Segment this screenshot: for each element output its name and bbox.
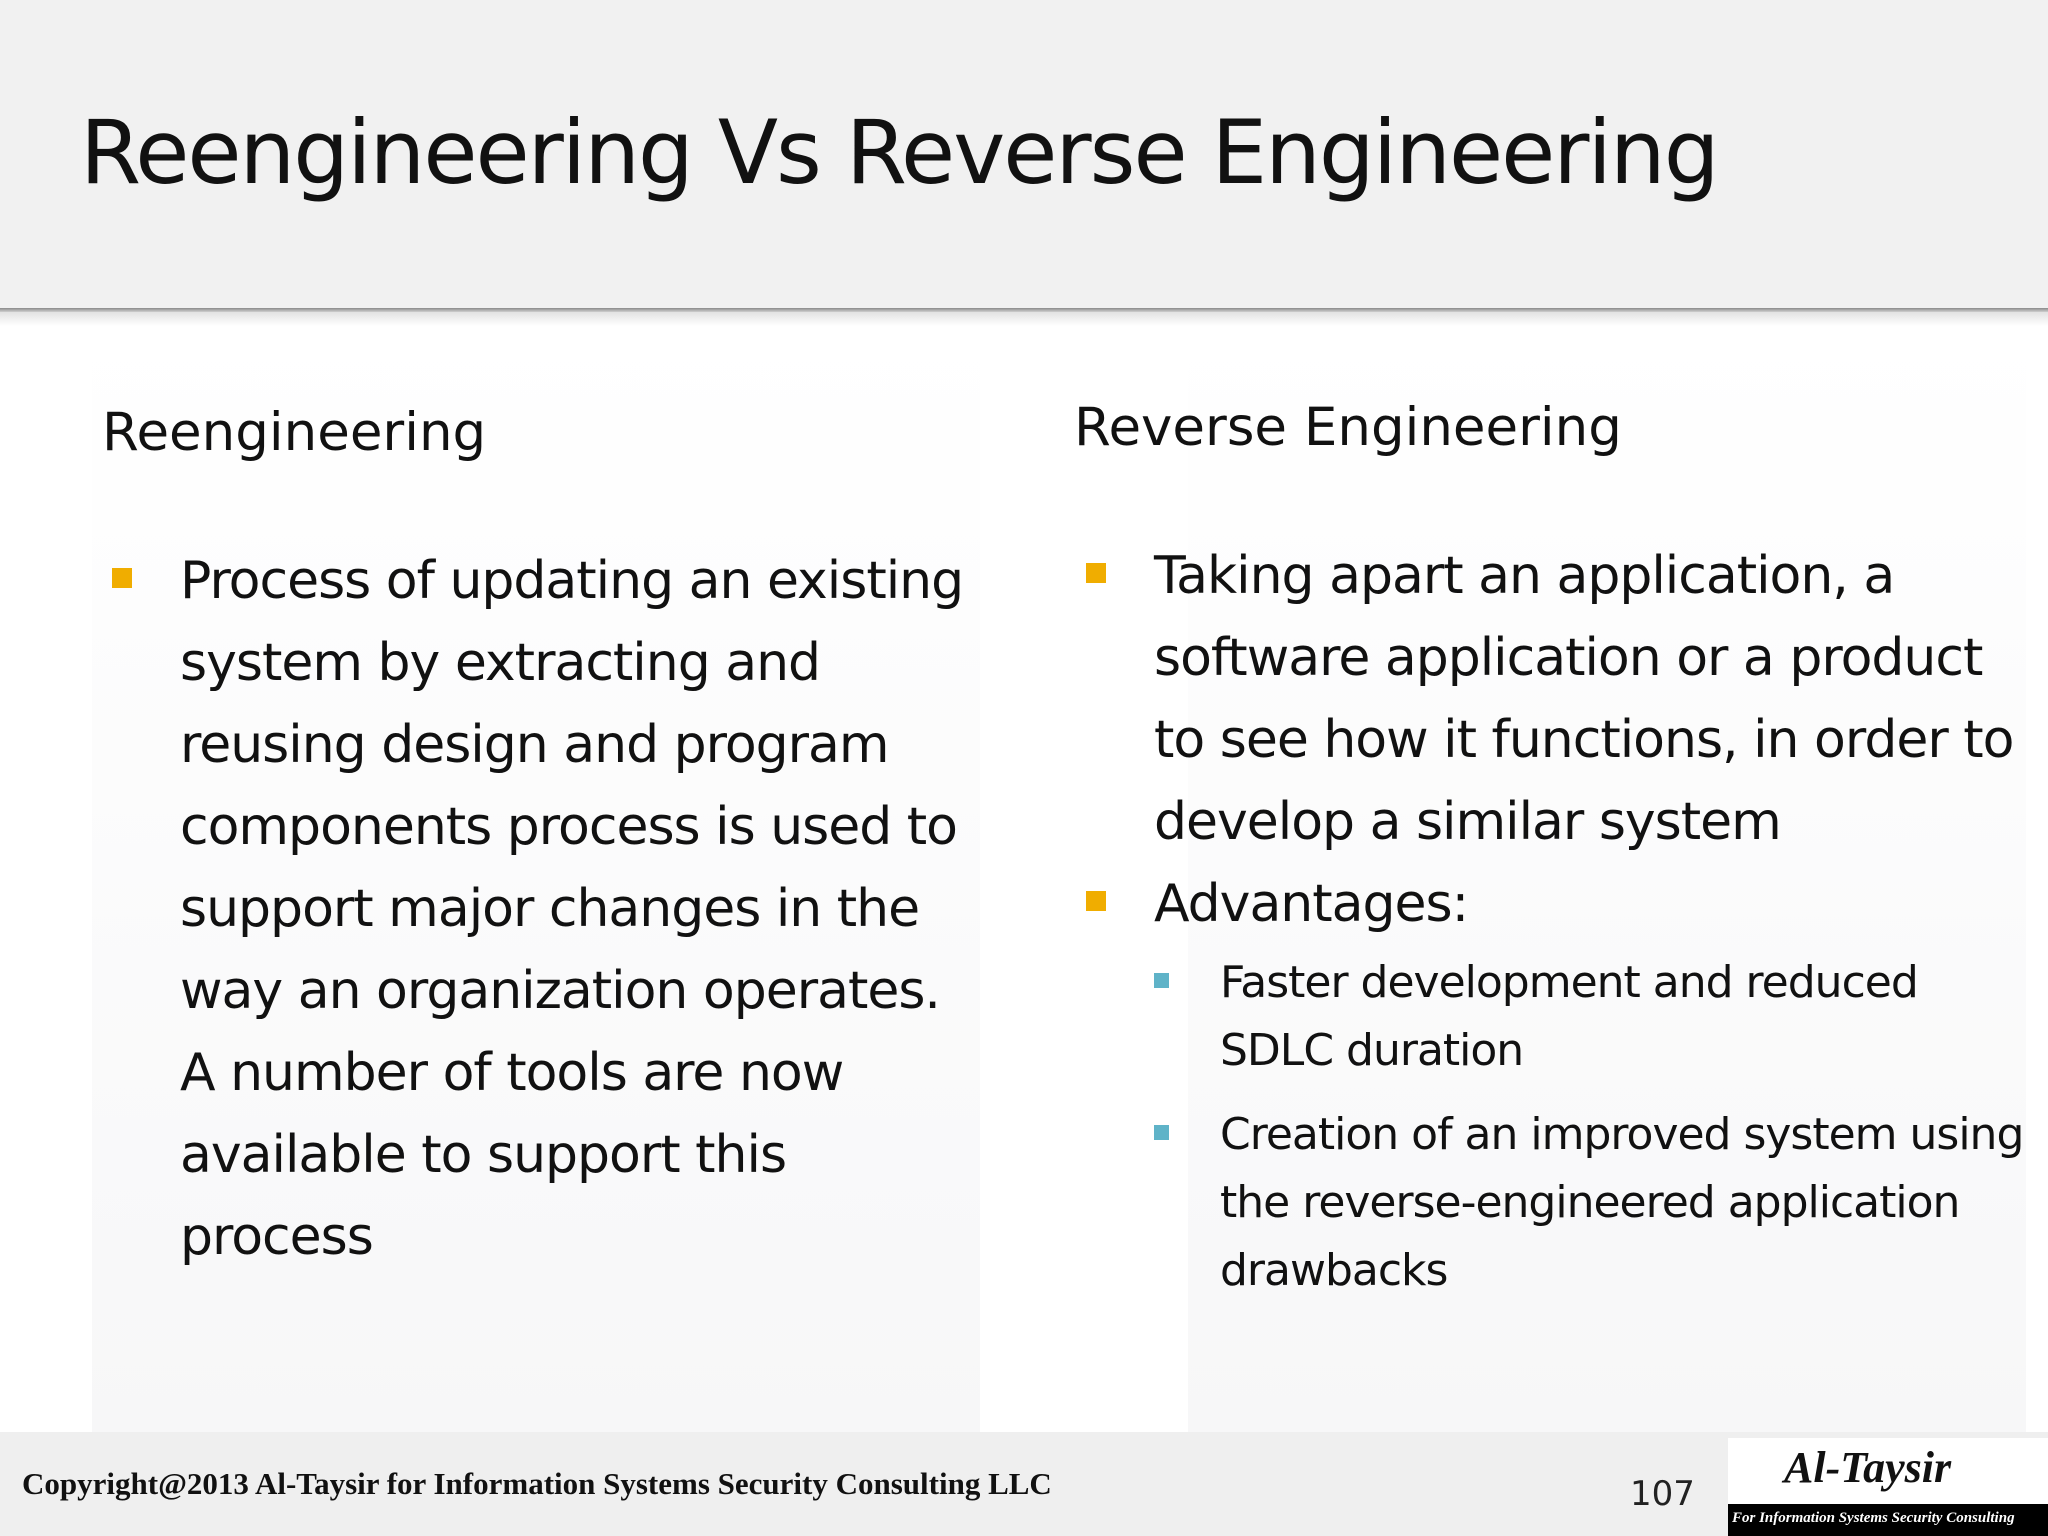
- slide-title: Reengineering Vs Reverse Engineering: [80, 101, 1718, 204]
- right-bullet-list: [1084, 535, 2034, 1321]
- sub-bullet-text: Creation of an improved system using the reverse-engineered application drawbacks: [1220, 1109, 2024, 1296]
- company-logo: [1728, 1438, 2048, 1536]
- sub-bullet-item: [1154, 1101, 2034, 1305]
- copyright-text: Copyright@2013 Al-Taysir for Information Systems Security Consulting LLC: [22, 1466, 1052, 1501]
- logo-tagline-bar: [1728, 1504, 2048, 1536]
- bullet-text: Process of updating an existing system by extracting and reusing design and program components process is used to support major changes in the way an organization operates. A number of tools are now available to support this process: [180, 551, 964, 1267]
- sub-bullet-item: [1154, 949, 2034, 1085]
- left-bullet-list: [110, 540, 990, 1278]
- right-column-heading: Reverse Engineering: [1074, 397, 1622, 458]
- bullet-item: [110, 540, 990, 1278]
- bullet-item-advantages: [1084, 863, 2034, 1305]
- left-column-heading: Reengineering: [102, 402, 487, 463]
- page-number: 107: [1630, 1474, 1695, 1514]
- bullet-item: [1084, 535, 2034, 863]
- bullet-text: Advantages:: [1154, 874, 1469, 934]
- square-bullet-icon: [1086, 891, 1106, 911]
- square-bullet-icon: [1086, 563, 1106, 583]
- small-square-bullet-icon: [1154, 1125, 1169, 1140]
- title-divider-shadow: [0, 312, 2048, 326]
- logo-tagline: For Information Systems Security Consulting: [1732, 1510, 2015, 1526]
- sub-bullet-text: Faster development and reduced SDLC duration: [1220, 957, 1918, 1076]
- square-bullet-icon: [112, 568, 132, 588]
- advantages-sub-list: [1154, 949, 2034, 1305]
- bullet-text: Taking apart an application, a software application or a product to see how it functions, in order to develop a similar system: [1154, 546, 2014, 852]
- small-square-bullet-icon: [1154, 973, 1169, 988]
- logo-name: Al-Taysir: [1784, 1443, 1952, 1492]
